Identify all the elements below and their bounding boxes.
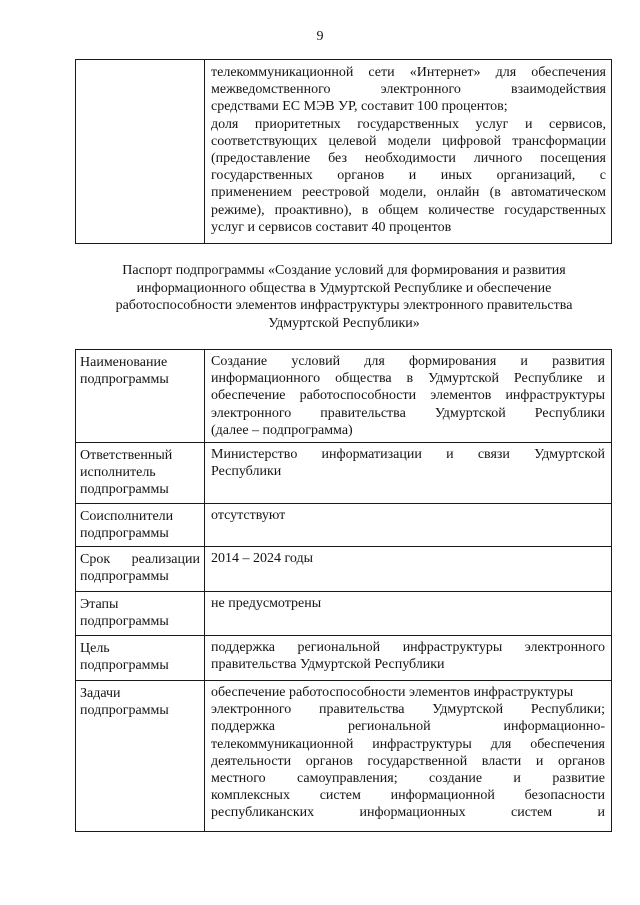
table-row: [76, 592, 612, 636]
row-label-stages: Этапы подпрограммы: [76, 592, 205, 636]
row-label-tasks: Задачи подпрограммы: [76, 681, 205, 832]
row-label-goal: Цель подпрограммы: [76, 636, 205, 681]
title-line: работоспособности элементов инфраструктуры электронного правительства: [115, 298, 573, 314]
row-value-tasks: обеспечение работоспособности элементов инфраструктуры электронного правительства Удмуртской Республики; поддержка региональной информационно- телекоммуникационной инфраструктуры для обеспечения деятельности органов государственной власти и органов местного самоуправления; создание и развитие комплексных систем информационной безопасности республиканских информационных систем и: [205, 681, 612, 832]
empty-label-cell: [76, 60, 205, 244]
text-line: телекоммуникационной сети «Интернет» для обеспечения: [211, 65, 606, 80]
text-line: средствами ЕС МЭВ УР, составит 100 процентов;: [211, 99, 508, 115]
row-value-stages: не предусмотрены: [205, 592, 612, 636]
text-line: услуг и сервисов составит 40 процентов: [211, 219, 452, 235]
row-value-responsible: Министерство информатизации и связи Удмуртской Республики: [205, 443, 612, 504]
table-row: [76, 443, 612, 504]
table-row: [76, 350, 612, 443]
row-value-coexecutors: отсутствуют: [205, 504, 612, 547]
text-line: режиме), проактивно), в общем количестве государственных: [211, 202, 606, 218]
table-row: [76, 681, 612, 832]
indicator-text-cell: [205, 60, 612, 244]
title-line: Удмуртской Республики»: [268, 315, 420, 331]
table-row: [76, 547, 612, 592]
continuation-table: [75, 59, 612, 244]
row-label-term: Срок реализации подпрограммы: [76, 547, 205, 592]
passport-table: [75, 349, 612, 832]
row-value-goal: поддержка региональной инфраструктуры электронного правительства Удмуртской Республики: [205, 636, 612, 681]
text-line: (предоставление без необходимости личного посещения: [211, 151, 606, 167]
title-line: информационного общества в Удмуртской Республике и обеспечение: [136, 280, 552, 296]
text-line: доля приоритетных государственных услуг и сервисов,: [211, 116, 606, 132]
row-label-name: Наименование подпрограммы: [76, 350, 205, 443]
text-line: межведомственного электронного взаимодействия: [211, 82, 606, 98]
table-row: [76, 60, 612, 244]
section-title: [84, 262, 604, 332]
row-value-name: Создание условий для формирования и развития информационного общества в Удмуртской Республике и обеспечение работоспособности элементов инфраструктуры электронного правительства Удмуртской Республики (далее – подпрограмма): [205, 350, 612, 443]
text-line: применением реестровой модели, онлайн (в автоматическом: [211, 185, 606, 201]
text-line: государственных органов и иных организаций, с: [211, 168, 606, 184]
table-row: [76, 504, 612, 547]
title-line: Паспорт подпрограммы «Создание условий для формирования и развития: [122, 263, 566, 278]
row-label-responsible: Ответственный исполнитель подпрограммы: [76, 443, 205, 504]
text-line: соответствующих целевой модели цифровой трансформации: [211, 133, 606, 149]
row-value-term: 2014 – 2024 годы: [205, 547, 612, 592]
table-row: [76, 636, 612, 681]
page-number: 9: [316, 29, 324, 44]
row-label-coexecutors: Соисполнители подпрограммы: [76, 504, 205, 547]
